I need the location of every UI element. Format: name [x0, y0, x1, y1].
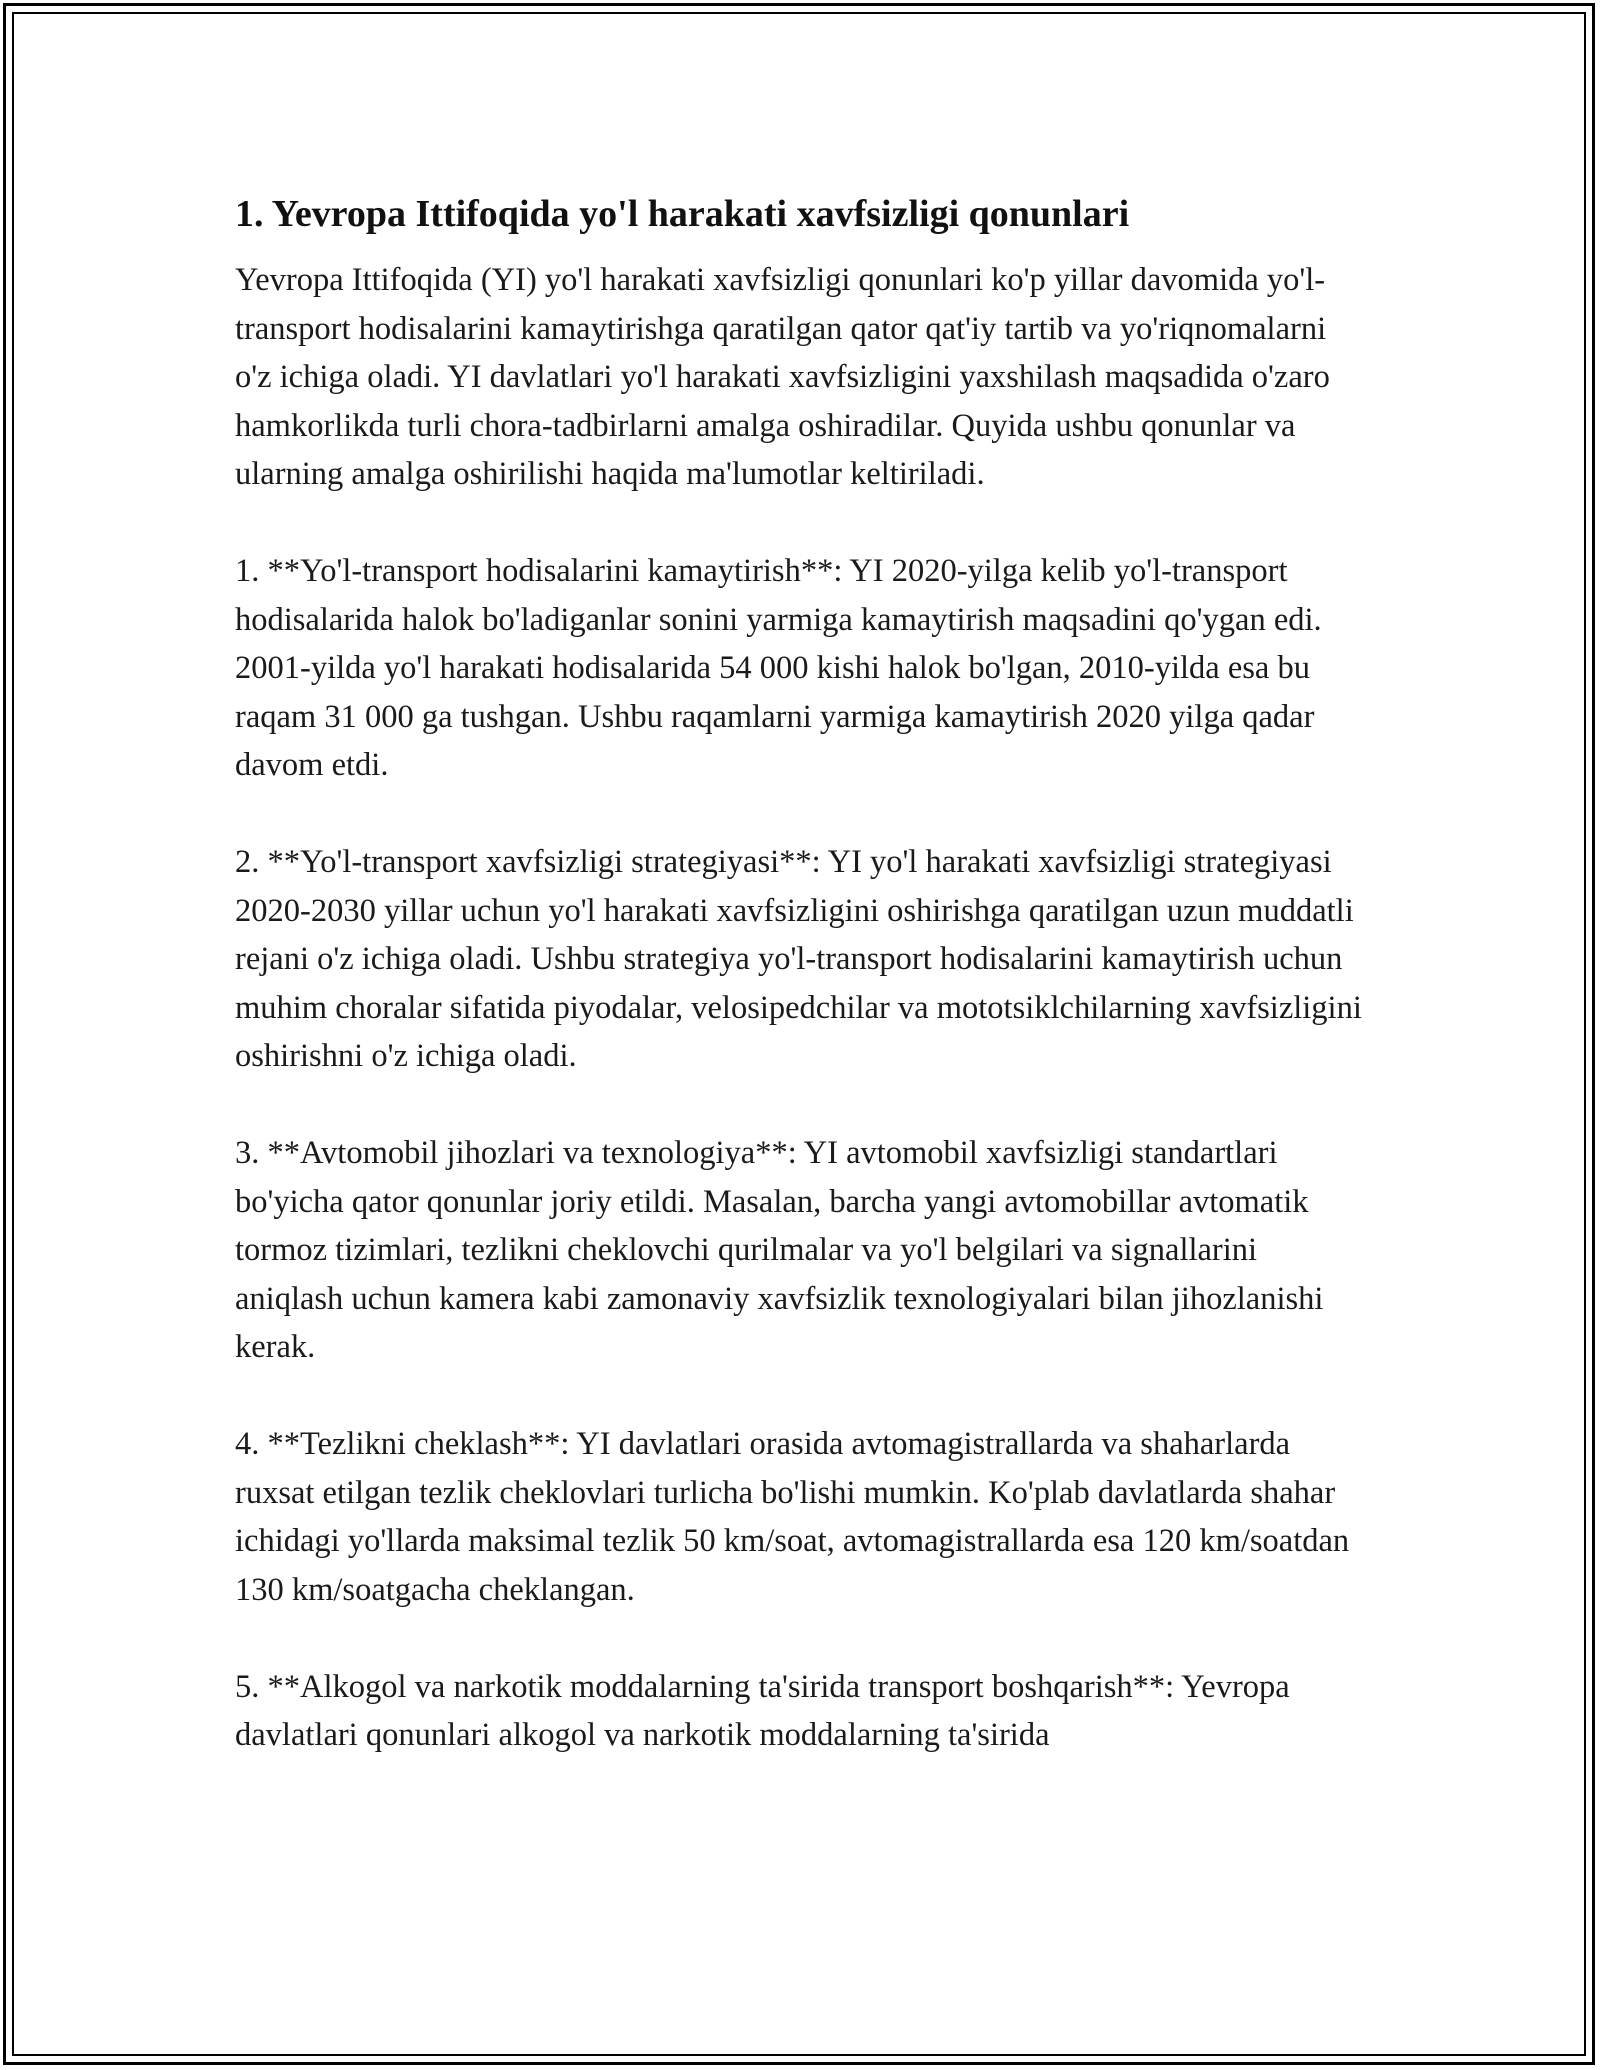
list-item-2: 2. **Yo'l-transport xavfsizligi strategiyasi**: YI yo'l harakati xavfsizligi strategiyasi 2020-2030 yillar uchun yo'l harakati xavfsizligini oshirishga qaratilgan uzun muddatli rejani o'z ichiga oladi. Ushbu strategiya yo'l-transport hodisalarini kamaytirish uchun muhim choralar sifatida piyodalar, velosipedchilar va mototsiklchilarning xavfsizligini oshirishni o'z ichiga oladi. [235, 844, 1362, 1074]
list-item-4: 4. **Tezlikni cheklash**: YI davlatlari orasida avtomagistrallarda va shaharlarda ruxsat etilgan tezlik cheklovlari turlicha bo'lishi mumkin. Ko'plab davlatlarda shahar ichidagi yo'llarda maksimal tezlik 50 km/soat, avtomagistrallarda esa 120 km/soatdan 130 km/soatgacha cheklangan. [235, 1426, 1350, 1608]
list-item-3: 3. **Avtomobil jihozlari va texnologiya**: YI avtomobil xavfsizligi standartlari bo'yicha qator qonunlar joriy etildi. Masalan, barcha yangi avtomobillar avtomatik tormoz tizimlari, tezlikni cheklovchi qurilmalar va yo'l belgilari va signallarini aniqlash uchun kamera kabi zamonaviy xavfsizlik texnologiyalari bilan jihozlanishi kerak. [235, 1135, 1324, 1365]
list-item-1: 1. **Yo'l-transport hodisalarini kamaytirish**: YI 2020-yilga kelib yo'l-transport hodisalarida halok bo'ladiganlar sonini yarmiga kamaytirish maqsadini qo'ygan edi. 2001-yilda yo'l harakati hodisalarida 54 000 kishi halok bo'lgan, 2010-yilda esa bu raqam 31 000 ga tushgan. Ushbu raqamlarni yarmiga kamaytirish 2020 yilga qadar davom etdi. [235, 553, 1322, 783]
document-body [235, 186, 1370, 1760]
intro-paragraph: Yevropa Ittifoqida (YI) yo'l harakati xavfsizligi qonunlari ko'p yillar davomida yo'l-transport hodisalarini kamaytirishga qaratilgan qator qat'iy tartib va yo'riqnomalarni o'z ichiga oladi. YI davlatlari yo'l harakati xavfsizligini yaxshilash maqsadida o'zaro hamkorlikda turli chora-tadbirlarni amalga oshiradilar. Quyida ushbu qonunlar va ularning amalga oshirilishi haqida ma'lumotlar keltiriladi. [235, 262, 1330, 492]
document-title: 1. Yevropa Ittifoqida yo'l harakati xavfsizligi qonunlari [235, 193, 1130, 235]
list-item-5: 5. **Alkogol va narkotik moddalarning ta'sirida transport boshqarish**: Yevropa davlatlari qonunlari alkogol va narkotik moddalarning ta'sirida [235, 1668, 1290, 1753]
